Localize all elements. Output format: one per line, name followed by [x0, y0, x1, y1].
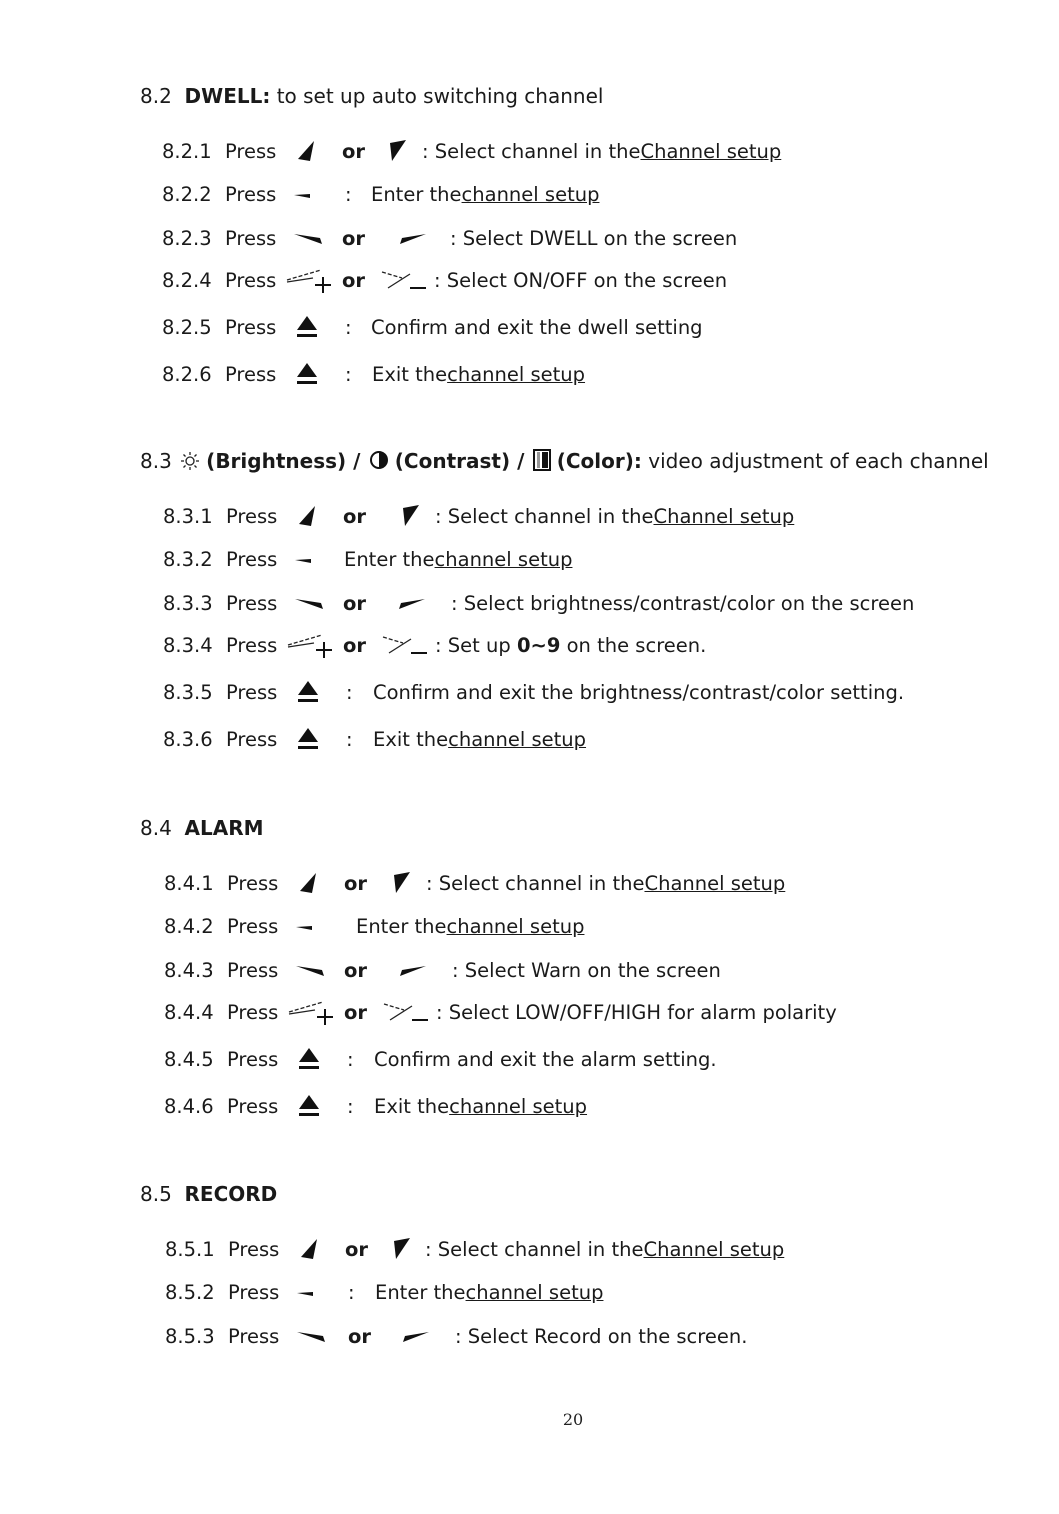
step-text: Select LOW/OFF/HIGH for alarm polarity [448, 1001, 837, 1024]
step-text: Enter the [344, 548, 435, 571]
step-description [422, 137, 781, 167]
step-description [455, 1322, 747, 1352]
step-description [356, 912, 584, 942]
or-label: or [348, 1325, 372, 1348]
channel-setup-link: channel setup [448, 728, 587, 751]
step-text: Select channel in the [438, 872, 645, 895]
or-label: or [345, 1238, 369, 1261]
colon: : [451, 592, 458, 615]
step-text: Select ON/OFF on the screen [446, 269, 728, 292]
minus-key-icon [382, 998, 430, 1028]
colon: : [422, 140, 429, 163]
section-title: DWELL: [184, 84, 271, 108]
channel-setup-link: channel setup [465, 1281, 604, 1304]
right-arrow-key-icon [401, 1322, 449, 1352]
right-arrow-key-icon [398, 224, 446, 254]
right-arrow-key-icon [398, 956, 446, 986]
press-label: Press [226, 548, 278, 571]
step-description [426, 869, 785, 899]
step-text: Select channel in the [447, 505, 654, 528]
or-label: or [343, 634, 367, 657]
colon: : [450, 227, 457, 250]
eject-key-icon [294, 1045, 334, 1075]
step-description [374, 1092, 587, 1122]
step-text: Exit the [374, 1095, 450, 1118]
section-heading-alarm [140, 816, 264, 840]
channel-setup-link: Channel setup [653, 505, 795, 528]
step-text: Enter the [356, 915, 447, 938]
minus-key-icon [381, 631, 429, 661]
color-label: (Color): [556, 449, 642, 473]
channel-setup-link: channel setup [461, 183, 600, 206]
step-text: Confirm and exit the brightness/contrast/color setting. [373, 681, 905, 704]
or-label: or [343, 505, 367, 528]
press-label: Press [226, 681, 278, 704]
channel-setup-link: channel setup [447, 363, 586, 386]
step-text: Confirm and exit the dwell setting [371, 316, 703, 339]
step-text: Select channel in the [434, 140, 641, 163]
step-number: 8.3.5 [163, 681, 213, 704]
colon: : [436, 1001, 443, 1024]
step-description [436, 998, 837, 1028]
step-description [452, 956, 721, 986]
colon: : [345, 316, 352, 339]
step-text: Exit the [372, 363, 448, 386]
enter-key-icon [295, 1278, 335, 1308]
step-number: 8.2.1 [162, 140, 212, 163]
section-title: RECORD [184, 1182, 278, 1206]
step-description [372, 360, 585, 390]
colon: : [347, 1048, 354, 1071]
contrast-label: (Contrast) / [394, 449, 525, 473]
or-label: or [342, 269, 366, 292]
step-number: 8.2.3 [162, 227, 212, 250]
section-heading-record [140, 1182, 277, 1206]
press-label: Press [227, 872, 279, 895]
step-number: 8.5.2 [165, 1281, 215, 1304]
channel-setup-link: Channel setup [644, 872, 786, 895]
enter-key-icon [294, 912, 334, 942]
channel-setup-link: channel setup [434, 548, 573, 571]
step-text: Exit the [373, 728, 449, 751]
up-arrow-key-icon [292, 137, 332, 167]
right-arrow-key-icon [397, 589, 445, 619]
step-number: 8.5.1 [165, 1238, 215, 1261]
or-label: or [342, 227, 366, 250]
step-number: 8.3.3 [163, 592, 213, 615]
eject-key-icon [293, 678, 333, 708]
step-number: 8.5.3 [165, 1325, 215, 1348]
step-number: 8.2.2 [162, 183, 212, 206]
press-label: Press [228, 1238, 280, 1261]
enter-key-icon [293, 545, 333, 575]
press-label: Press [226, 505, 278, 528]
step-text: Select DWELL on the screen [462, 227, 738, 250]
press-label: Press [225, 363, 277, 386]
step-text: Enter the [375, 1281, 466, 1304]
step-number: 8.4.5 [164, 1048, 214, 1071]
step-number: 8.2.5 [162, 316, 212, 339]
section-title: ALARM [184, 816, 264, 840]
brightness-icon [180, 451, 200, 471]
or-label: or [343, 592, 367, 615]
enter-key-icon [292, 180, 332, 210]
step-number: 8.3.4 [163, 634, 213, 657]
section-heading-video-adjust [140, 449, 989, 473]
colon: : [345, 183, 352, 206]
channel-setup-link: Channel setup [640, 140, 782, 163]
left-arrow-key-icon [293, 589, 333, 619]
colon: : [435, 634, 442, 657]
or-label: or [342, 140, 366, 163]
or-label: or [344, 872, 368, 895]
minus-key-icon [380, 266, 428, 296]
press-label: Press [226, 592, 278, 615]
colon: : [455, 1325, 462, 1348]
press-label: Press [225, 316, 277, 339]
section-number: 8.3 [140, 449, 172, 473]
press-label: Press [226, 634, 278, 657]
step-description [451, 589, 914, 619]
step-description [435, 502, 794, 532]
left-arrow-key-icon [292, 224, 332, 254]
step-description [450, 224, 737, 254]
step-description [425, 1235, 784, 1265]
colon: : [348, 1281, 355, 1304]
section-desc: video adjustment of each channel [641, 449, 989, 473]
section-heading-dwell [140, 84, 603, 108]
step-number: 8.4.4 [164, 1001, 214, 1024]
step-text: Enter the [371, 183, 462, 206]
section-desc: to set up auto switching channel [270, 84, 604, 108]
step-description [435, 631, 706, 661]
step-number: 8.3.1 [163, 505, 213, 528]
left-arrow-key-icon [295, 1322, 335, 1352]
step-text: Select brightness/contrast/color on the screen [463, 592, 915, 615]
step-number: 8.3.6 [163, 728, 213, 751]
step-description [344, 545, 572, 575]
section-number: 8.5 [140, 1182, 172, 1206]
colon: : [425, 1238, 432, 1261]
colon: : [434, 269, 441, 292]
channel-setup-link: Channel setup [643, 1238, 785, 1261]
eject-key-icon [292, 360, 332, 390]
step-description [373, 678, 904, 708]
plus-key-icon [285, 266, 325, 296]
press-label: Press [227, 959, 279, 982]
colon: : [345, 363, 352, 386]
left-arrow-key-icon [294, 956, 334, 986]
step-number: 8.4.3 [164, 959, 214, 982]
step-text: Select Record on the screen. [467, 1325, 748, 1348]
eject-key-icon [294, 1092, 334, 1122]
step-number: 8.2.6 [162, 363, 212, 386]
press-label: Press [228, 1325, 280, 1348]
plus-key-icon [286, 631, 326, 661]
step-text: Select channel in the [437, 1238, 644, 1261]
step-number: 8.2.4 [162, 269, 212, 292]
step-text: Select Warn on the screen [464, 959, 721, 982]
press-label: Press [227, 1001, 279, 1024]
step-number: 8.4.1 [164, 872, 214, 895]
press-label: Press [225, 269, 277, 292]
up-arrow-key-icon [293, 502, 333, 532]
or-label: or [344, 1001, 368, 1024]
section-number: 8.2 [140, 84, 172, 108]
step-text: Confirm and exit the alarm setting. [374, 1048, 717, 1071]
or-label: or [344, 959, 368, 982]
step-text: Set up [447, 634, 517, 657]
step-number: 8.4.2 [164, 915, 214, 938]
step-number: 8.3.2 [163, 548, 213, 571]
plus-key-icon [287, 998, 327, 1028]
press-label: Press [228, 1281, 280, 1304]
colon: : [435, 505, 442, 528]
colon: : [346, 728, 353, 751]
eject-key-icon [292, 313, 332, 343]
step-description [371, 313, 703, 343]
step-description [375, 1278, 603, 1308]
step-text-end: on the screen. [560, 634, 707, 657]
press-label: Press [225, 140, 277, 163]
press-label: Press [225, 227, 277, 250]
step-description [371, 180, 599, 210]
section-number: 8.4 [140, 816, 172, 840]
channel-setup-link: channel setup [446, 915, 585, 938]
step-description [373, 725, 586, 755]
colon: : [347, 1095, 354, 1118]
press-label: Press [225, 183, 277, 206]
step-number: 8.4.6 [164, 1095, 214, 1118]
step-description [374, 1045, 717, 1075]
brightness-label: (Brightness) / [206, 449, 361, 473]
color-icon [533, 449, 551, 471]
colon: : [346, 681, 353, 704]
press-label: Press [226, 728, 278, 751]
up-arrow-key-icon [295, 1235, 335, 1265]
press-label: Press [227, 1048, 279, 1071]
range-value: 0~9 [516, 634, 561, 657]
colon: : [452, 959, 459, 982]
press-label: Press [227, 1095, 279, 1118]
channel-setup-link: channel setup [449, 1095, 588, 1118]
eject-key-icon [293, 725, 333, 755]
page-number: 20 [562, 1410, 584, 1429]
up-arrow-key-icon [294, 869, 334, 899]
press-label: Press [227, 915, 279, 938]
colon: : [426, 872, 433, 895]
step-description [434, 266, 727, 296]
contrast-icon [369, 449, 389, 471]
